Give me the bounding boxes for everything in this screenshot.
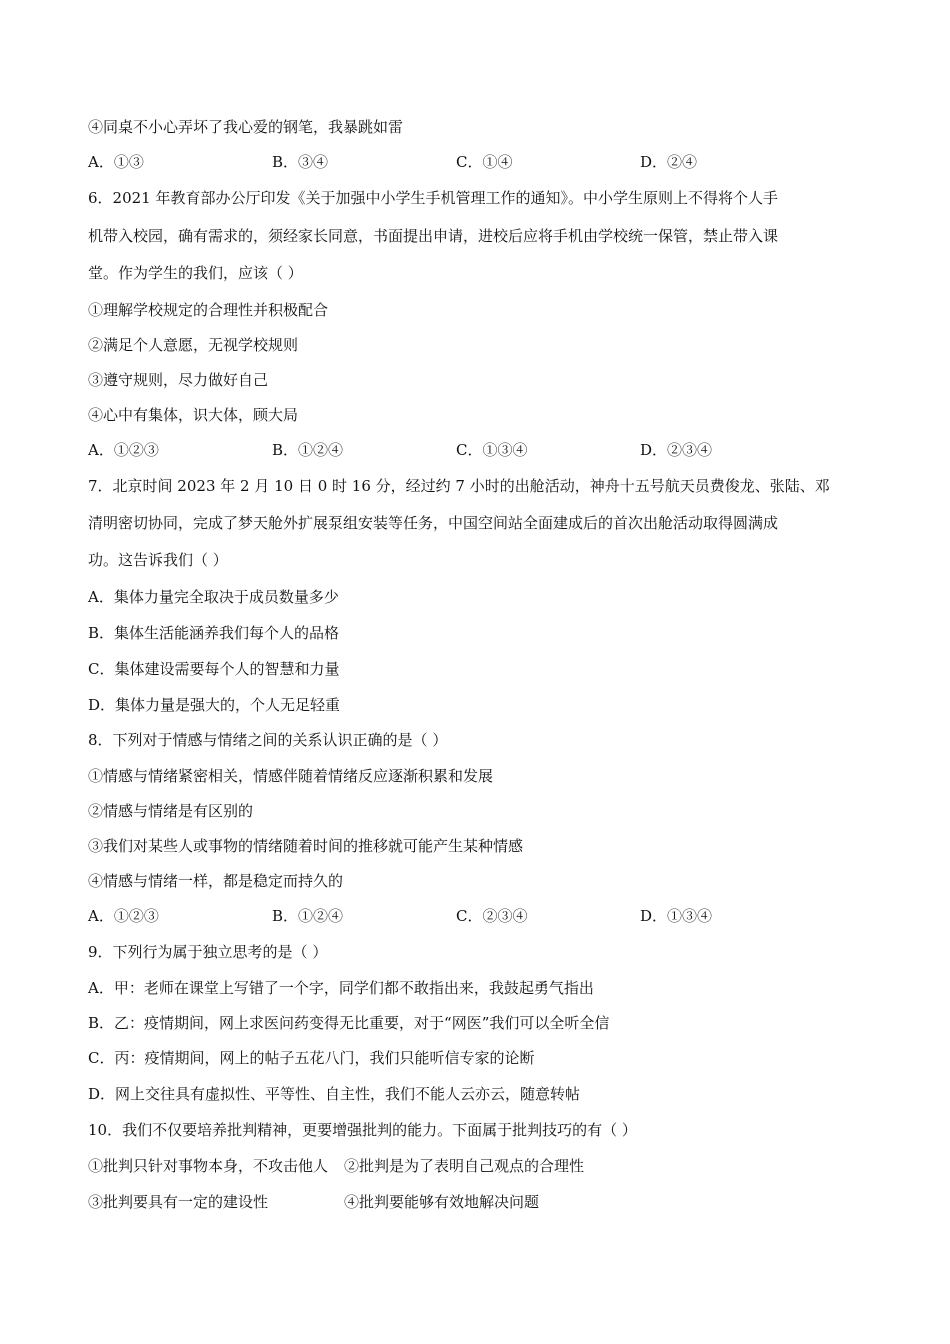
q5-option-a[interactable]: A．①③ — [88, 153, 144, 171]
q9-stem: 9．下列行为属于独立思考的是（ ） — [88, 943, 328, 961]
q5-option-c[interactable]: C．①④ — [456, 153, 513, 171]
q7-stem-line-2: 清明密切协同，完成了梦天舱外扩展泵组安装等任务，中国空间站全面建成后的首次出舱活动取得圆满成 — [88, 514, 779, 532]
q6-options — [88, 440, 878, 460]
q6-item-2: ②满足个人意愿，无视学校规则 — [88, 336, 299, 354]
q6-option-b[interactable]: B．①②④ — [272, 441, 344, 459]
q5-option-b[interactable]: B．③④ — [272, 153, 329, 171]
q8-item-2: ②情感与情绪是有区别的 — [88, 802, 254, 820]
q9-option-d[interactable]: D．网上交往具有虚拟性、平等性、自主性，我们不能人云亦云，随意转帖 — [88, 1085, 581, 1103]
q7-option-c[interactable]: C．集体建设需要每个人的智慧和力量 — [88, 660, 340, 678]
q10-stem: 10．我们不仅要培养批判精神，更要增强批判的能力。下面属于批判技巧的有（ ） — [88, 1121, 637, 1139]
q6-option-d[interactable]: D．②③④ — [640, 441, 713, 459]
q6-item-4: ④心中有集体，识大体，顾大局 — [88, 406, 299, 424]
q8-option-c[interactable]: C．②③④ — [456, 907, 528, 925]
q8-item-1: ①情感与情绪紧密相关，情感伴随着情绪反应逐渐积累和发展 — [88, 767, 494, 785]
q7-option-a[interactable]: A．集体力量完全取决于成员数量多少 — [88, 588, 339, 606]
q6-stem-line-3: 堂。作为学生的我们，应该（ ） — [88, 264, 303, 282]
q8-option-a[interactable]: A．①②③ — [88, 907, 159, 925]
q6-stem-line-1: 6．2021 年教育部办公厅印发《关于加强中小学生手机管理工作的通知》。中小学生原则上不得将个人手 — [88, 189, 778, 207]
q7-stem-line-3: 功。这告诉我们（ ） — [88, 551, 228, 569]
q10-items-row-1 — [88, 1156, 878, 1176]
q8-options — [88, 906, 878, 926]
q10-item-2: ②批判是为了表明自己观点的合理性 — [344, 1157, 585, 1175]
q8-option-d[interactable]: D．①③④ — [640, 907, 713, 925]
q10-items-row-2 — [88, 1192, 878, 1212]
q5-options — [88, 152, 878, 172]
q8-stem: 8．下列对于情感与情绪之间的关系认识正确的是（ ） — [88, 731, 448, 749]
q10-item-3: ③批判要具有一定的建设性 — [88, 1193, 269, 1211]
q6-option-a[interactable]: A．①②③ — [88, 441, 159, 459]
q8-item-3: ③我们对某些人或事物的情绪随着时间的推移就可能产生某种情感 — [88, 837, 524, 855]
q9-option-a[interactable]: A．甲：老师在课堂上写错了一个字，同学们都不敢指出来，我鼓起勇气指出 — [88, 979, 594, 997]
q6-option-c[interactable]: C．①③④ — [456, 441, 528, 459]
q8-option-b[interactable]: B．①②④ — [272, 907, 344, 925]
q7-stem-line-1: 7．北京时间 2023 年 2 月 10 日 0 时 16 分，经过约 7 小时的出舱活动，神舟十五号航天员费俊龙、张陆、邓 — [88, 477, 830, 495]
q10-item-1: ①批判只针对事物本身，不攻击他人 — [88, 1157, 329, 1175]
q7-option-b[interactable]: B．集体生活能涵养我们每个人的品格 — [88, 624, 340, 642]
q9-option-c[interactable]: C．丙：疫情期间，网上的帖子五花八门，我们只能听信专家的论断 — [88, 1049, 535, 1067]
q10-item-4: ④批判要能够有效地解决问题 — [344, 1193, 540, 1211]
q5-option-d[interactable]: D．②④ — [640, 153, 698, 171]
q7-option-d[interactable]: D．集体力量是强大的，个人无足轻重 — [88, 696, 341, 714]
q6-item-3: ③遵守规则，尽力做好自己 — [88, 371, 269, 389]
q9-option-b[interactable]: B．乙：疫情期间，网上求医问药变得无比重要，对于“网医”我们可以全听全信 — [88, 1014, 610, 1032]
q6-stem-line-2: 机带入校园，确有需求的，须经家长同意，书面提出申请，进校后应将手机由学校统一保管，禁止带入课 — [88, 227, 779, 245]
q6-item-1: ①理解学校规定的合理性并积极配合 — [88, 301, 329, 319]
q5-item-4: ④同桌不小心弄坏了我心爱的钢笔，我暴跳如雷 — [88, 118, 404, 136]
q8-item-4: ④情感与情绪一样，都是稳定而持久的 — [88, 872, 344, 890]
